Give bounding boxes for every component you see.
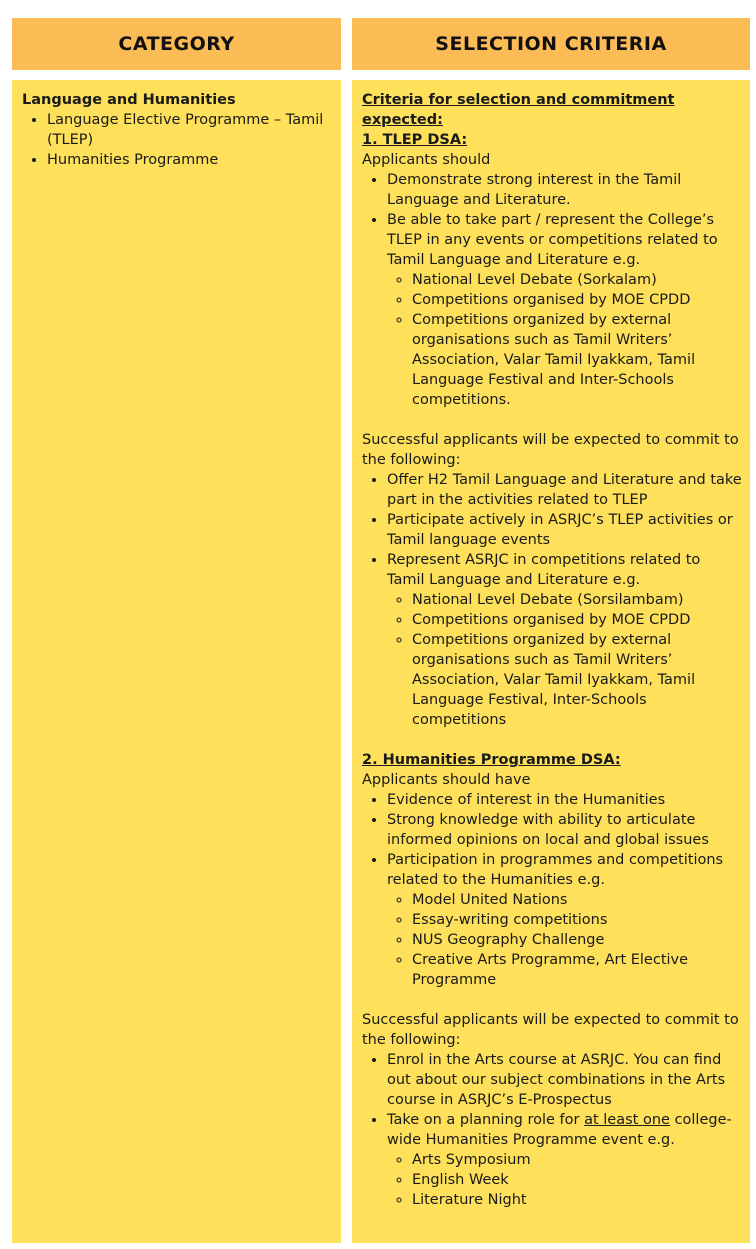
list-subitem: ◦ Essay-writing competitions [412, 910, 742, 930]
list-subitem: ◦ Competitions organised by MOE CPDD [412, 290, 742, 310]
humanities-commitments-sublist [387, 1150, 742, 1210]
humanities-intro: Applicants should have [362, 772, 531, 788]
list-subitem: ◦ Competitions organised by MOE CPDD [412, 610, 742, 630]
humanities-requirements [362, 790, 742, 990]
tlep-requirements-sublist [387, 270, 742, 410]
list-item: • Demonstrate strong interest in the Tamil Language and Literature. [387, 170, 742, 210]
list-item [387, 210, 742, 410]
tlep-title: 1. TLEP DSA: [362, 132, 468, 148]
humanities-commit-intro: Successful applicants will be expected to commit to the following: [362, 1012, 739, 1048]
category-panel [12, 80, 341, 1243]
humanities-commitments [362, 1050, 742, 1210]
category-item: • Language Elective Programme – Tamil (TLEP) [47, 110, 333, 150]
tlep-commit-intro: Successful applicants will be expected to commit to the following: [362, 432, 739, 468]
list-item [387, 550, 742, 730]
list-item [387, 850, 742, 990]
selection-criteria-header: SELECTION CRITERIA [352, 18, 750, 70]
criteria-heading: Criteria for selection and commitment expected: [362, 92, 675, 128]
list-subitem: ◦ Arts Symposium [412, 1150, 742, 1170]
category-header: CATEGORY [12, 18, 341, 70]
humanities-title: 2. Humanities Programme DSA: [362, 752, 621, 768]
list-item: • Participate actively in ASRJC’s TLEP activities or Tamil language events [387, 510, 742, 550]
tlep-intro: Applicants should [362, 152, 491, 168]
list-item-text: Represent ASRJC in competitions related to Tamil Language and Literature e.g. [387, 552, 701, 588]
list-item: • Strong knowledge with ability to articulate informed opinions on local and global issues [387, 810, 742, 850]
list-item: • Offer H2 Tamil Language and Literature and take part in the activities related to TLEP [387, 470, 742, 510]
category-title: Language and Humanities [22, 92, 236, 108]
list-item: • Enrol in the Arts course at ASRJC. You can find out about our subject combinations in the Arts course in ASRJC’s E-Prospectus [387, 1050, 742, 1110]
list-subitem: ◦ National Level Debate (Sorkalam) [412, 270, 742, 290]
list-item-text-pre: Take on a planning role for [387, 1112, 585, 1128]
list-item-text: Be able to take part / represent the College’s TLEP in any events or competitions related to Tamil Language and Literature e.g. [387, 212, 718, 268]
list-item-text: Participation in programmes and competitions related to the Humanities e.g. [387, 852, 724, 888]
emphasis-text: at least one [584, 1112, 670, 1128]
list-item: • Evidence of interest in the Humanities [387, 790, 742, 810]
tlep-commitments [362, 470, 742, 730]
list-item [387, 1110, 742, 1210]
list-subitem: ◦ NUS Geography Challenge [412, 930, 742, 950]
category-item: • Humanities Programme [47, 150, 333, 170]
list-subitem: ◦ Model United Nations [412, 890, 742, 910]
list-subitem: ◦ National Level Debate (Sorsilambam) [412, 590, 742, 610]
list-subitem: ◦ English Week [412, 1170, 742, 1190]
tlep-commitments-sublist [387, 590, 742, 730]
tlep-requirements [362, 170, 742, 410]
list-subitem: ◦ Literature Night [412, 1190, 742, 1210]
list-item-text-post: college-wide Humanities Programme event e.g. [387, 1112, 732, 1148]
list-subitem: ◦ Creative Arts Programme, Art Elective Programme [412, 950, 742, 990]
humanities-requirements-sublist [387, 890, 742, 990]
list-subitem: ◦ Competitions organized by external organisations such as Tamil Writers’ Association, Valar Tamil Iyakkam, Tamil Language Festival and Inter-Schools competitions. [412, 310, 742, 410]
category-list [22, 110, 333, 170]
criteria-panel [352, 80, 750, 1243]
list-subitem: ◦ Competitions organized by external organisations such as Tamil Writers’ Association, Valar Tamil Iyakkam, Tamil Language Festival, Inter-Schools competitions [412, 630, 742, 730]
